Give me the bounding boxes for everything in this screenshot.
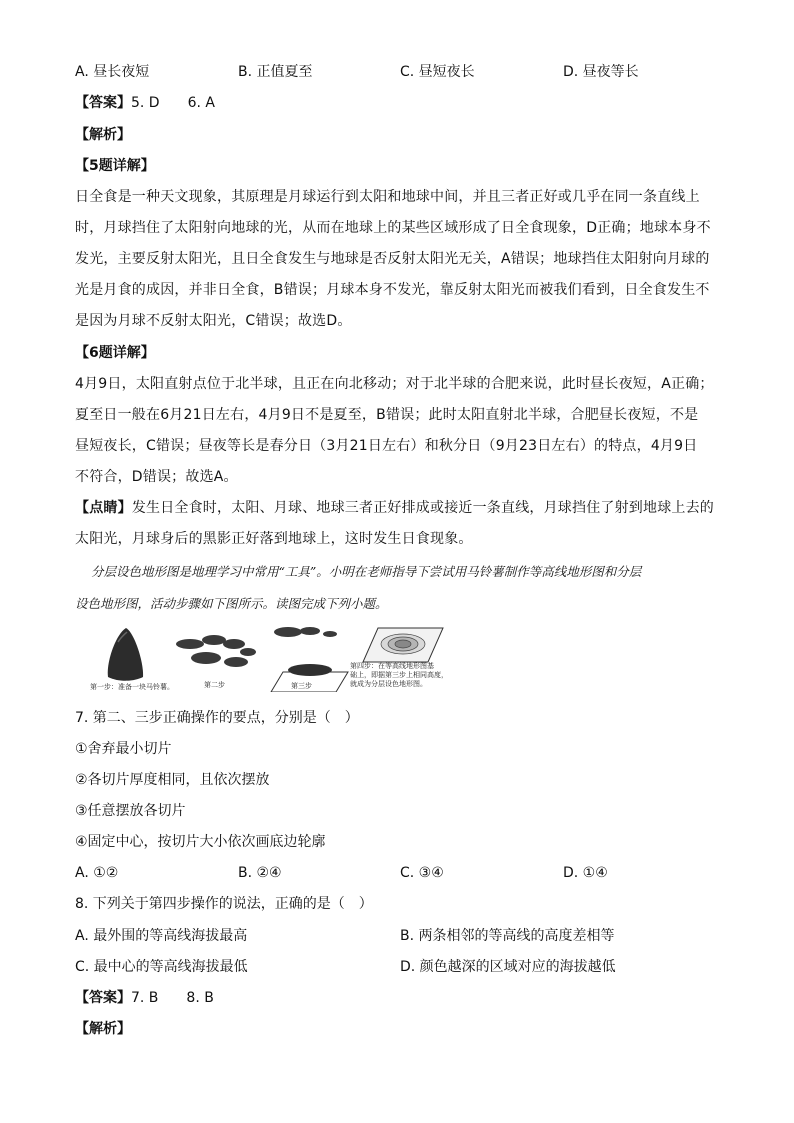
q5-line: 日全食是一种天文现象，其原理是月球运行到太阳和地球中间，并且三者正好或几乎在同一条直线上 — [75, 189, 700, 205]
option-a: A. ①② — [75, 865, 119, 881]
caption-step4: 础上，即据第三步上相同高度， — [350, 671, 448, 679]
answer-tag: 【答案】 — [75, 990, 131, 1006]
step2-slices — [176, 635, 256, 667]
caption-step1: 第一步：准备一块马铃薯。 — [90, 683, 174, 691]
q6-explanation — [75, 369, 715, 493]
intro-line: 分层设色地形图是地理学习中常用“工具”。小明在老师指导下尝试用马铃薯制作等高线地形图和分层 — [91, 564, 642, 579]
q8-options-row1 — [75, 926, 715, 946]
option-c: C. 最中心的等高线海拔最低 — [75, 959, 248, 975]
option-b: B. 正值夏至 — [238, 64, 313, 80]
caption-step4: 第四步：在等高线地形图基 — [350, 662, 434, 670]
q6-line: 昼短夜长，C错误；昼夜等长是春分日（3月21日左右）和秋分日（9月23日左右）的特点，4月9日 — [75, 438, 698, 454]
q8-options-row2 — [75, 957, 715, 977]
caption-step4: 就成为分层设色地形图。 — [350, 680, 427, 688]
option-d: D. ①④ — [563, 865, 608, 881]
q7-item: ③任意摆放各切片 — [75, 803, 186, 819]
q5-line: 是因为月球不反射太阳光，C错误；故选D。 — [75, 313, 352, 329]
q7-options — [75, 863, 715, 883]
q5-line: 发光，主要反射太阳光，且日全食发生与地球是否反射太阳光无关，A错误；地球挡住太阳射向月球的 — [75, 251, 710, 267]
q5-explanation — [75, 182, 715, 337]
analysis-label: 【解析】 — [75, 127, 131, 143]
analysis-label-2: 【解析】 — [75, 1021, 131, 1037]
option-b: B. ②④ — [238, 865, 282, 881]
answer-line-2 — [75, 988, 214, 1008]
option-d: D. 昼夜等长 — [563, 64, 639, 80]
answer-tag: 【答案】 — [75, 95, 131, 111]
q6-line: 4月9日，太阳直射点位于北半球，且正在向北移动；对于北半球的合肥来说，此时昼长夜短，A正确； — [75, 376, 714, 392]
answer-text: 5. D 6. A — [131, 95, 215, 111]
question-intro — [75, 556, 735, 620]
q6-line: 夏至日一般在6月21日左右，4月9日不是夏至，B错误；此时太阳直射北半球，合肥昼长夜短，不是 — [75, 407, 699, 423]
option-d: D. 颜色越深的区域对应的海拔越低 — [400, 959, 616, 975]
answer-line-1 — [75, 93, 215, 113]
q5-line: 时，月球挡住了太阳射向地球的光，从而在地球上的某些区域形成了日全食现象，D正确；地球本身不 — [75, 220, 711, 236]
step1-potato — [108, 628, 143, 681]
q5-line: 光是月食的成因，并非日全食，B错误；月球本身不发光，靠反射太阳光而被我们看到，日全食发生不 — [75, 282, 710, 298]
intro-line: 设色地形图，活动步骤如下图所示。读图完成下列小题。 — [75, 596, 388, 611]
q6-detail-title: 【6题详解】 — [75, 345, 155, 361]
option-b: B. 两条相邻的等高线的高度差相等 — [400, 928, 615, 944]
option-c: C. 昼短夜长 — [400, 64, 475, 80]
tip-line-2: 太阳光，月球身后的黑影正好落到地球上，这时发生日食现象。 — [75, 531, 473, 547]
option-a: A. 昼长夜短 — [75, 64, 150, 80]
q7-stem: 7. 第二、三步正确操作的要点，分别是（ ） — [75, 710, 359, 726]
step4-contour-map — [363, 628, 443, 662]
option-c: C. ③④ — [400, 865, 444, 881]
potato-steps-figure — [88, 622, 448, 692]
answer-text: 7. B 8. B — [131, 990, 214, 1006]
q7-item: ①舍弃最小切片 — [75, 741, 172, 757]
q8-stem: 8. 下列关于第四步操作的说法，正确的是（ ） — [75, 896, 373, 912]
option-a: A. 最外围的等高线海拔最高 — [75, 928, 248, 944]
q6-options — [75, 62, 715, 82]
tip-line-1: 发生日全食时，太阳、月球、地球三者正好排成或接近一条直线，月球挡住了射到地球上去的 — [131, 500, 715, 516]
caption-step2: 第二步 — [204, 681, 225, 689]
q7-item: ②各切片厚度相同，且依次摆放 — [75, 772, 270, 788]
tip-section — [75, 493, 715, 555]
caption-step3: 第三步 — [291, 682, 312, 690]
tip-tag: 【点睛】 — [75, 500, 132, 516]
q6-line: 不符合，D错误；故选A。 — [75, 469, 238, 485]
q7-item: ④固定中心，按切片大小依次画底边轮廓 — [75, 834, 326, 850]
q5-detail-title: 【5题详解】 — [75, 158, 155, 174]
